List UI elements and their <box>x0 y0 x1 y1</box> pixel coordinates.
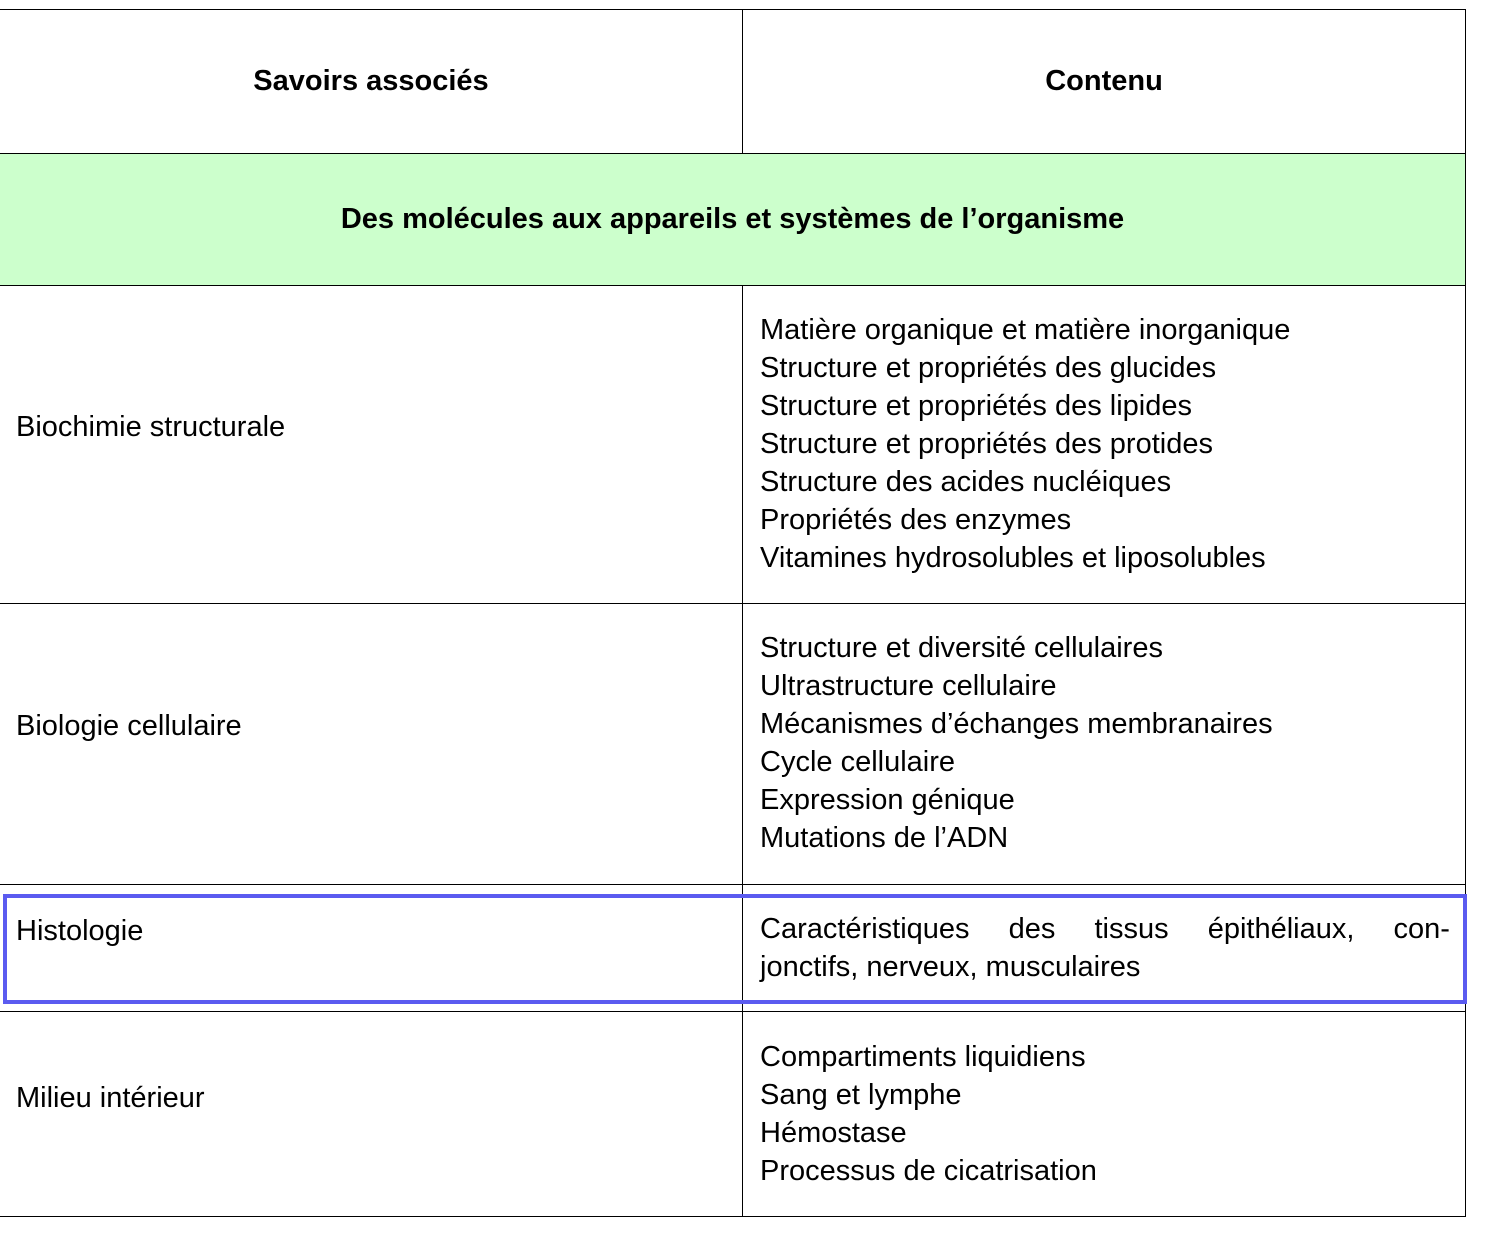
row-label-biochimie: Biochimie structurale <box>16 411 286 443</box>
content-line: Structure et propriétés des glucides <box>760 352 1217 384</box>
content-word: des <box>1008 913 1056 945</box>
content-line: Cycle cellulaire <box>760 746 956 778</box>
content-line: Mécanismes d’échanges membranaires <box>760 708 1273 740</box>
content-line: Hémostase <box>760 1117 907 1149</box>
content-line: Structure et diversité cellulaires <box>760 632 1163 664</box>
content-line: Expression génique <box>760 784 1015 816</box>
content-line: Processus de cicatrisation <box>760 1155 1097 1187</box>
content-line: Compartiments liquidiens <box>760 1041 1086 1073</box>
content-line: jonctifs, nerveux, musculaires <box>760 951 1141 983</box>
row-content-biochimie <box>760 311 1450 577</box>
table-border-bottom <box>0 1216 1466 1217</box>
content-word: épithéliaux, <box>1207 913 1355 945</box>
table-border-right <box>1465 9 1466 1217</box>
content-line: Ultrastructure cellulaire <box>760 670 1057 702</box>
content-line: Structure et propriétés des protides <box>760 428 1213 460</box>
table-rule <box>0 884 1466 885</box>
content-line: Vitamines hydrosolubles et liposolubles <box>760 542 1266 574</box>
row-label-histologie: Histologie <box>16 914 144 947</box>
content-line: Matière organique et matière inorganique <box>760 314 1291 346</box>
header-contenu: Contenu <box>1045 65 1163 97</box>
content-line: Propriétés des enzymes <box>760 504 1072 536</box>
content-line: Sang et lymphe <box>760 1079 962 1111</box>
content-word: tissus <box>1094 913 1169 945</box>
row-label-milieu-interieur: Milieu intérieur <box>16 1081 205 1114</box>
row-label-biologie-cellulaire: Biologie cellulaire <box>16 709 242 742</box>
content-line: Mutations de l’ADN <box>760 822 1009 854</box>
header-savoirs-associes: Savoirs associés <box>253 65 489 97</box>
row-content-biologie-cellulaire <box>760 629 1450 859</box>
content-word: Caractéristiques <box>760 913 970 945</box>
row-content-milieu-interieur <box>760 1038 1450 1193</box>
section-title: Des molécules aux appareils et systèmes de l’organisme <box>0 154 1465 285</box>
content-line: Structure et propriétés des lipides <box>760 390 1192 422</box>
content-word: con- <box>1393 913 1450 945</box>
column-divider <box>742 285 743 1217</box>
content-line: Structure des acides nucléiques <box>760 466 1172 498</box>
row-highlight-box <box>3 894 1467 1004</box>
